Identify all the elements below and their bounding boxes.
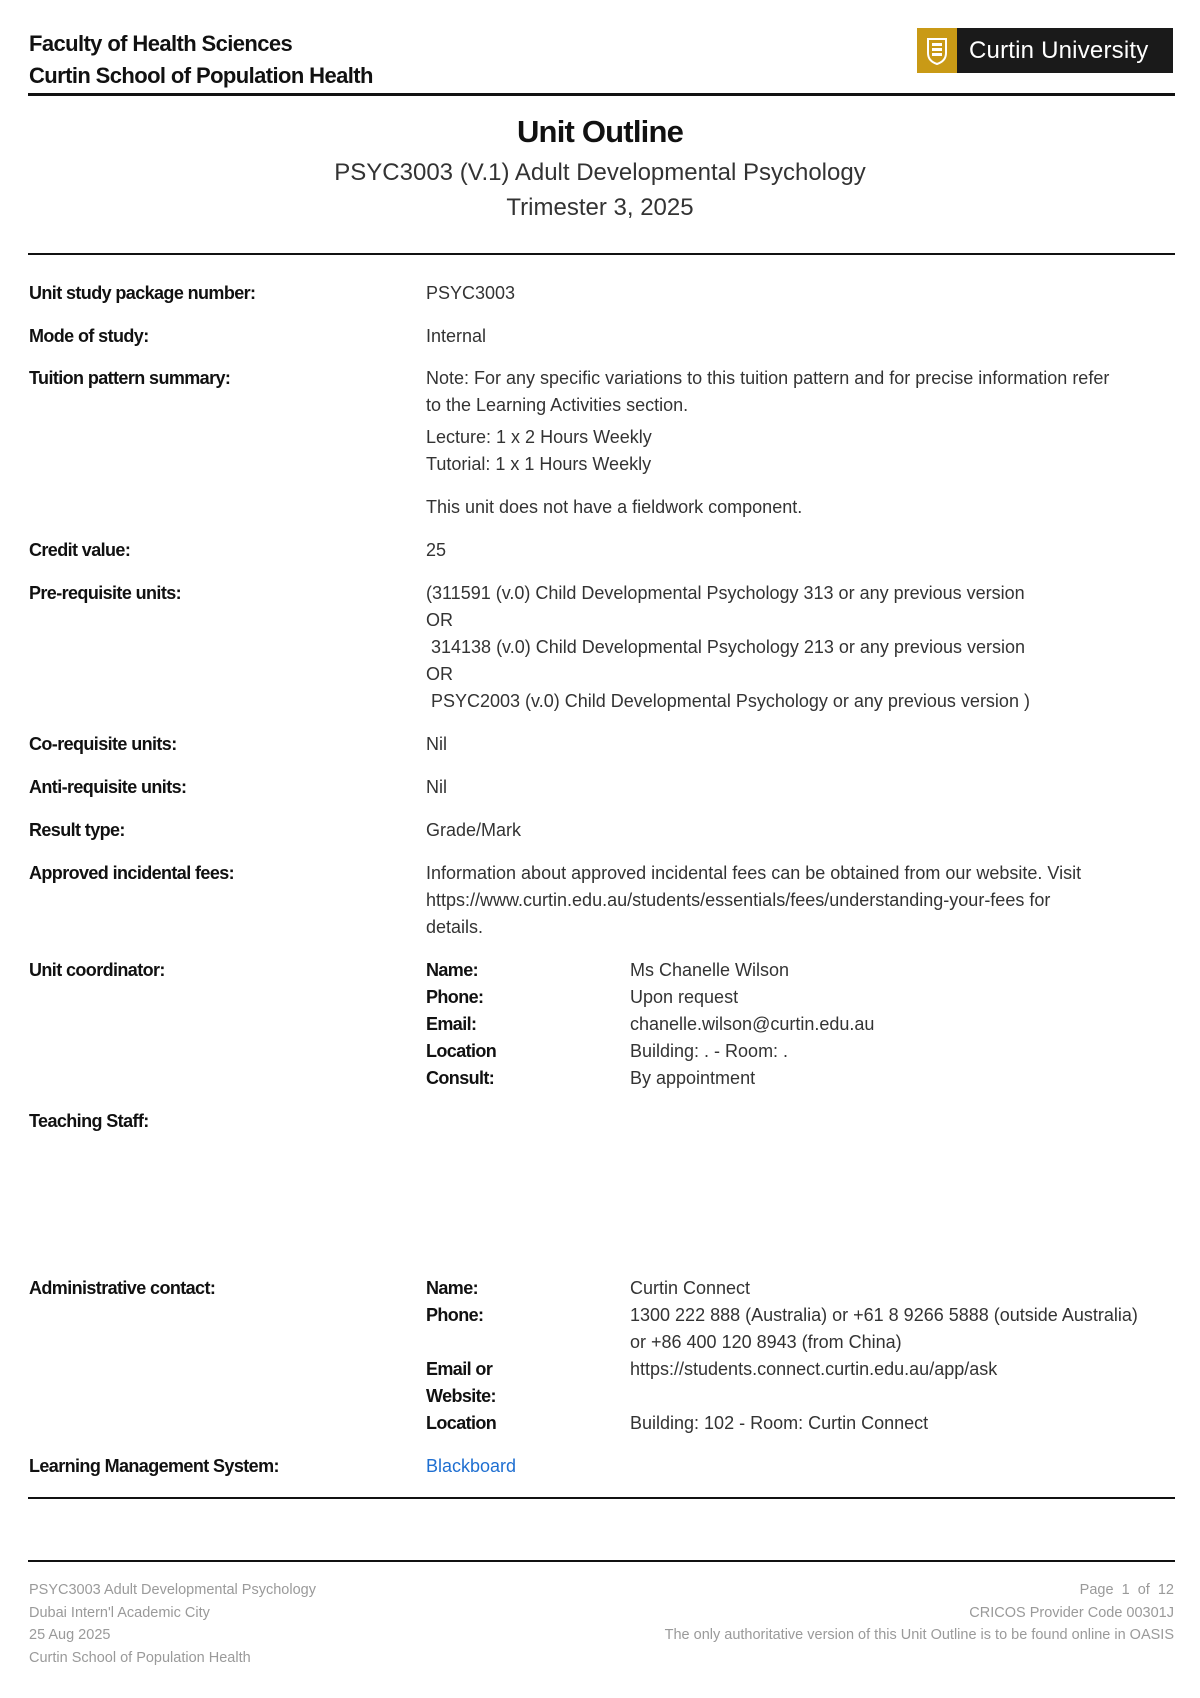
footer-unit: PSYC3003 Adult Developmental Psychology: [29, 1582, 316, 1598]
teaching-staff-label: Teaching Staff:: [29, 1111, 149, 1131]
coord-consult-label: Consult:: [426, 1068, 495, 1088]
result-value: Grade/Mark: [426, 820, 522, 840]
coord-email-label: Email:: [426, 1014, 477, 1034]
curtin-logo: [917, 28, 1173, 73]
antireq-label: Anti-requisite units:: [29, 777, 187, 797]
prereq-3: PSYC2003 (v.0) Child Developmental Psychology or any previous version ): [426, 691, 1030, 711]
tuition-lecture: Lecture: 1 x 2 Hours Weekly: [426, 427, 652, 447]
lms-label: Learning Management System:: [29, 1456, 279, 1476]
tuition-note-2: to the Learning Activities section.: [426, 395, 689, 415]
fees-line-3: details.: [426, 917, 484, 937]
coreq-value: Nil: [426, 734, 447, 754]
admin-location-label: Location: [426, 1413, 497, 1433]
tuition-fieldwork: This unit does not have a fieldwork component.: [426, 497, 803, 517]
tuition-label: Tuition pattern summary:: [29, 368, 231, 388]
title-block: [0, 110, 1200, 226]
footer-left: [29, 1579, 316, 1669]
coord-email[interactable]: chanelle.wilson@curtin.edu.au: [630, 1014, 875, 1034]
antireq-value: Nil: [426, 777, 447, 797]
header-rule: [28, 93, 1175, 96]
admin-phone-label: Phone:: [426, 1305, 484, 1325]
page-number: Page 1 of 12: [1079, 1582, 1174, 1598]
prereq-or-2: OR: [426, 664, 453, 684]
page-title: Unit Outline: [516, 114, 684, 149]
lms-link[interactable]: Blackboard: [426, 1456, 517, 1476]
term: Trimester 3, 2025: [506, 194, 694, 221]
coreq-label: Co-requisite units:: [29, 734, 177, 754]
authority-note: The only authoritative version of this Unit Outline is to be found online in OASIS: [664, 1627, 1174, 1643]
coord-location: Building: . - Room: .: [630, 1041, 789, 1061]
content-bottom-rule: [28, 1497, 1175, 1499]
footer-school: Curtin School of Population Health: [29, 1649, 251, 1666]
admin-label: Administrative contact:: [29, 1278, 216, 1298]
coord-phone-label: Phone:: [426, 987, 484, 1007]
school-line: Curtin School of Population Health: [29, 63, 373, 88]
unit-title: PSYC3003 (V.1) Adult Developmental Psychology: [334, 159, 866, 186]
prereq-1: (311591 (v.0) Child Developmental Psychology 313 or any previous version: [426, 583, 1025, 603]
coord-location-label: Location: [426, 1041, 497, 1061]
fees-line-1: Information about approved incidental fees can be obtained from our website. Visit: [426, 863, 1082, 883]
crest-icon: [926, 37, 948, 65]
package-label: Unit study package number:: [29, 283, 256, 303]
title-rule: [28, 253, 1175, 255]
coordinator-label: Unit coordinator:: [29, 960, 165, 980]
admin-phone-2: or +86 400 120 8943 (from China): [630, 1332, 902, 1352]
package-value: PSYC3003: [426, 283, 516, 303]
coord-name-label: Name:: [426, 960, 479, 980]
logo-wordmark: Curtin University: [969, 36, 1149, 64]
mode-value: Internal: [426, 326, 487, 346]
admin-email[interactable]: https://students.connect.curtin.edu.au/app/ask: [630, 1359, 998, 1379]
footer-date: 25 Aug 2025: [29, 1627, 111, 1643]
page-header: [29, 28, 1175, 95]
coord-phone: Upon request: [630, 987, 739, 1007]
prereq-or-1: OR: [426, 610, 453, 630]
tuition-tutorial: Tutorial: 1 x 1 Hours Weekly: [426, 454, 652, 474]
fees-line-2: https://www.curtin.edu.au/students/essentials/fees/understanding-your-fees for: [426, 890, 1051, 910]
tuition-note-1: Note: For any specific variations to this tuition pattern and for precise information refer: [426, 368, 1110, 388]
shield-icon: [917, 28, 957, 73]
footer-rule: [28, 1560, 1175, 1562]
credit-label: Credit value:: [29, 540, 131, 560]
admin-name-label: Name:: [426, 1278, 479, 1298]
admin-email-label-1: Email or: [426, 1359, 493, 1379]
mode-label: Mode of study:: [29, 326, 149, 346]
coord-name: Ms Chanelle Wilson: [630, 960, 790, 980]
fees-label: Approved incidental fees:: [29, 863, 235, 883]
admin-location: Building: 102 - Room: Curtin Connect: [630, 1413, 929, 1433]
prereq-label: Pre-requisite units:: [29, 583, 182, 603]
faculty-name: [29, 28, 373, 92]
footer-campus: Dubai Intern'l Academic City: [29, 1604, 210, 1621]
footer-right: [665, 1579, 1174, 1647]
faculty-line: Faculty of Health Sciences: [29, 31, 293, 56]
admin-name: Curtin Connect: [630, 1278, 751, 1298]
coord-consult: By appointment: [630, 1068, 756, 1088]
admin-phone-1: 1300 222 888 (Australia) or +61 8 9266 5888 (outside Australia): [630, 1305, 1138, 1325]
admin-email-label-2: Website:: [426, 1386, 496, 1406]
prereq-2: 314138 (v.0) Child Developmental Psychology 213 or any previous version: [426, 637, 1025, 657]
cricos-code: CRICOS Provider Code 00301J: [969, 1604, 1174, 1621]
result-label: Result type:: [29, 820, 125, 840]
credit-value: 25: [426, 540, 447, 560]
